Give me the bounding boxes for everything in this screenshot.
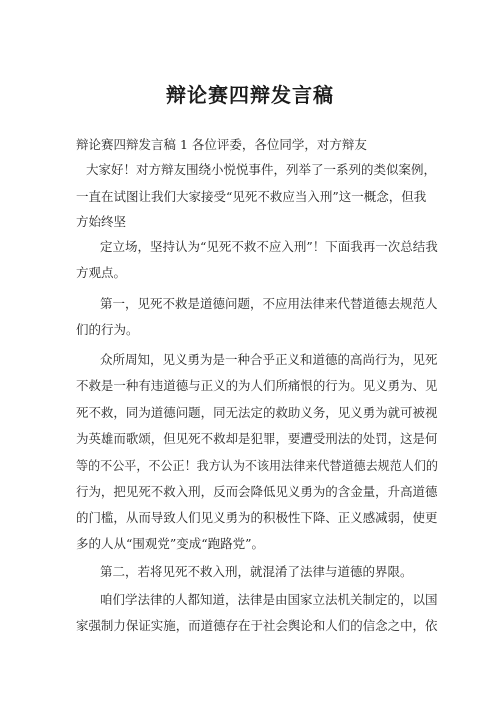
text-line-5: 定立场，坚持认为“见死不救不应入刑”！下面我再一次总结我: [100, 239, 438, 254]
text-line-11: 死不救，同为道德问题，同无法定的救助义务，见义勇为就可被视: [76, 405, 438, 420]
document-title: 辩论赛四辩发言稿: [166, 83, 334, 107]
text-line-19: 家强制力保证实施，而道德存在于社会舆论和人们的信念之中，依: [76, 618, 438, 633]
text-line-1: 辩论赛四辩发言稿 1 各位评委，各位同学，对方辩友: [76, 137, 367, 152]
text-line-13: 等的不公平，不公正！我方认为不该用法律来代替道德去规范人们的: [76, 458, 439, 473]
text-line-17: 第二，若将见死不救入刑，就混淆了法律与道德的界限。: [100, 564, 413, 579]
text-line-14: 行为，把见死不救入刑，反而会降低见义勇为的含金量，升高道德: [76, 484, 438, 499]
text-line-10: 不救是一种有违道德与正义的为人们所痛恨的行为。见义勇为、见: [76, 378, 438, 393]
text-line-2: 大家好！对方辩友围绕小悦悦事件，列举了一系列的类似案例，: [86, 162, 437, 177]
text-line-8: 们的行为。: [76, 322, 139, 337]
text-line-3: 一直在试图让我们大家接受“见死不救应当入刑”这一概念，但我: [76, 189, 427, 204]
text-line-18: 咱们学法律的人都知道，法律是由国家立法机关制定的，以国: [100, 592, 438, 607]
text-line-4: 方始终坚: [76, 214, 127, 229]
text-line-7: 第一，见死不救是道德问题，不应用法律来代替道德去规范人: [100, 296, 438, 311]
text-line-12: 为英雄而歌颂，但见死不救却是犯罪，要遭受刑法的处罚，这是何: [76, 431, 438, 446]
text-line-6: 方观点。: [76, 265, 127, 280]
text-line-9: 众所周知，见义勇为是一种合乎正义和道德的高尚行为，见死: [100, 352, 438, 367]
text-line-16: 多的人从“围观党”变成“跑路党”。: [76, 536, 265, 551]
text-line-15: 的门槛，从而导致人们见义勇为的积极性下降、正义感减弱，使更: [76, 510, 438, 525]
